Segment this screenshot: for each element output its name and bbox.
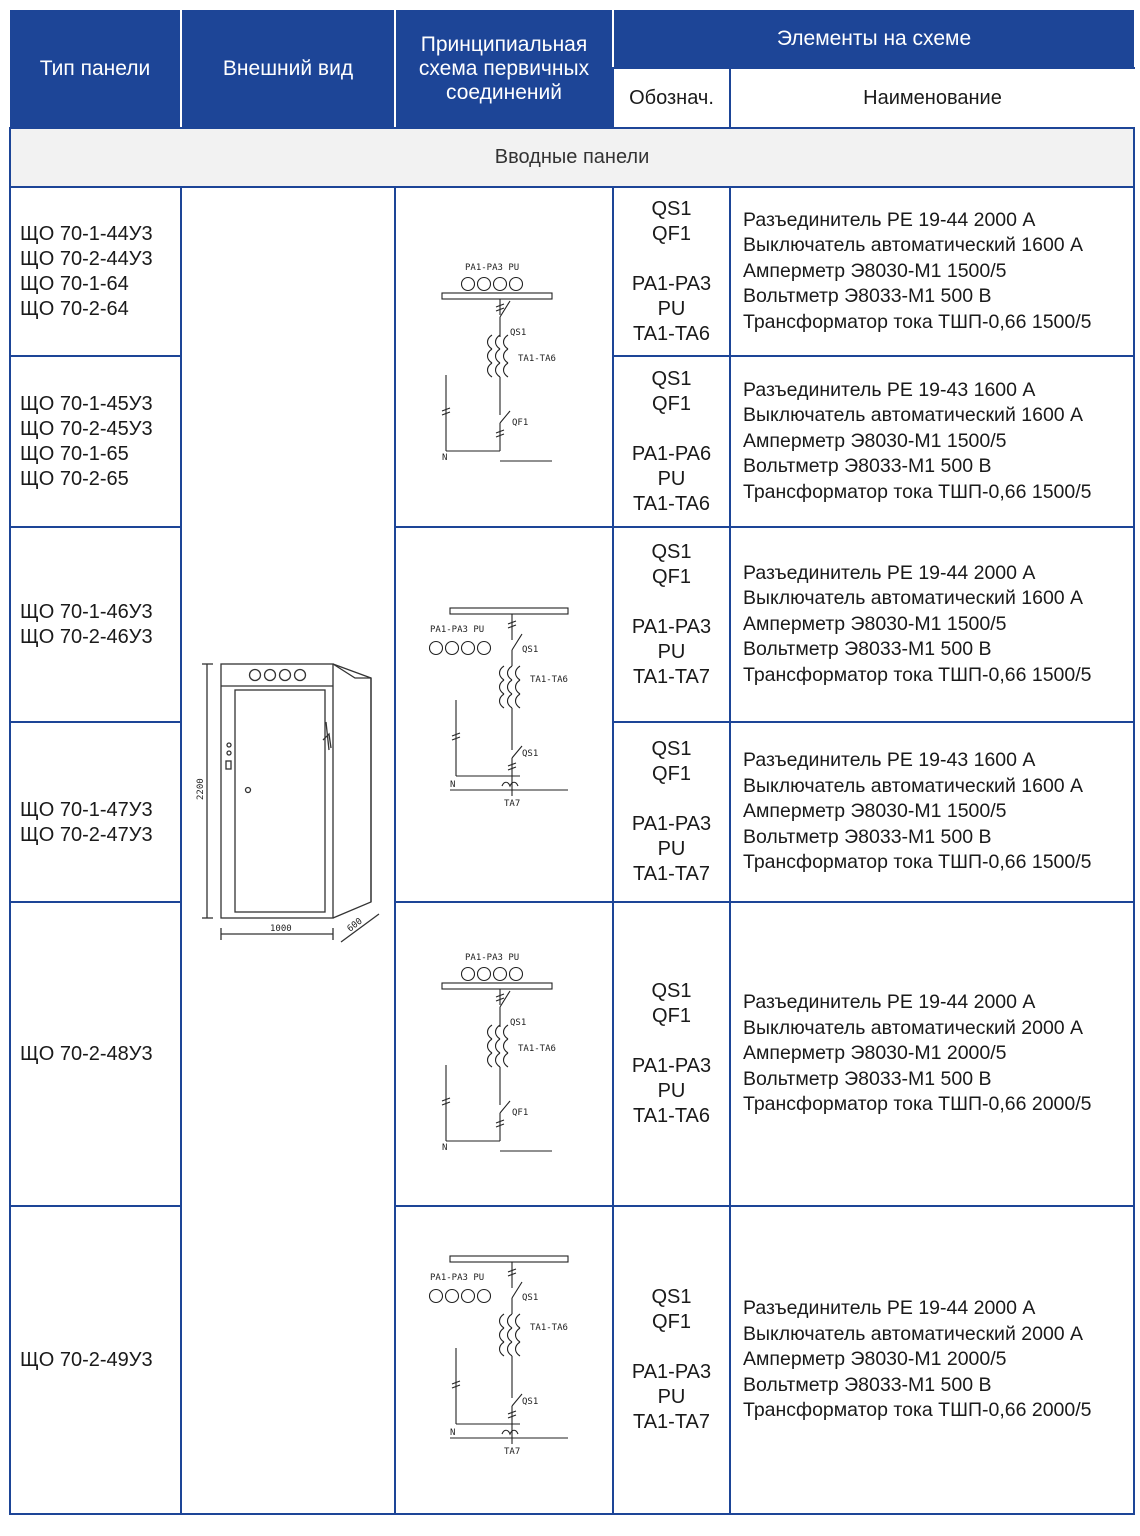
- element-name: Трансформатор тока ТШП-0,66 1500/5: [743, 310, 1092, 333]
- element-name: Выключатель автоматический 2000 А: [743, 1322, 1084, 1345]
- panel-type: ЩО 70-1-45У3: [20, 392, 153, 415]
- code: PU: [657, 1080, 686, 1102]
- panel-type: ЩО 70-1-46У3: [20, 600, 153, 623]
- scheme-n-label: N: [442, 1143, 448, 1153]
- code: PU: [657, 467, 686, 490]
- element-name: Вольтметр Э8033-М1 500 В: [743, 1067, 992, 1090]
- panel-type: ЩО 70-2-47У3: [20, 824, 153, 846]
- dim-height: 2200: [196, 778, 206, 800]
- scheme-qs-label: QS1: [522, 645, 539, 655]
- code: QF1: [652, 566, 691, 588]
- code: QF1: [652, 222, 691, 245]
- header-name-label: Наименование: [863, 86, 1002, 109]
- code: TA1-TA7: [632, 1411, 711, 1433]
- scheme-ta-label: TA1-TA6: [518, 354, 556, 364]
- panel-type: ЩО 70-2-48У3: [20, 1042, 153, 1065]
- element-name: Разъединитель РЕ 19-44 2000 А: [743, 991, 1036, 1014]
- code: QF1: [652, 763, 691, 785]
- element-name: Выключатель автоматический 2000 А: [743, 1016, 1084, 1039]
- code: PA1-PA3: [631, 813, 712, 835]
- scheme-qs2-label: QS1: [522, 1397, 539, 1407]
- code: PU: [657, 641, 686, 663]
- element-name: Вольтметр Э8033-М1 500 В: [743, 1373, 992, 1396]
- code: PA1-PA3: [631, 616, 712, 638]
- panel-type: ЩО 70-2-65: [20, 467, 129, 490]
- header-scheme-label: Принципиальная схема первичных соединений: [418, 32, 590, 104]
- scheme-ta-label: TA1-TA6: [530, 675, 568, 685]
- scheme-ta-label: TA1-TA6: [518, 1044, 556, 1054]
- panel-type: ЩО 70-2-45У3: [20, 417, 153, 440]
- scheme-qf-label: QF1: [512, 1108, 529, 1118]
- row-codes: [614, 188, 729, 355]
- code: PU: [657, 838, 686, 860]
- element-name: Вольтметр Э8033-М1 500 В: [743, 638, 992, 661]
- panel-type: ЩО 70-1-47У3: [20, 799, 153, 821]
- element-name: Амперметр Э8030-М1 1500/5: [743, 612, 1007, 635]
- row-names: [743, 357, 1092, 526]
- row-codes: [614, 723, 729, 901]
- scheme-diagram: [420, 1248, 580, 1463]
- row-types: [20, 188, 153, 355]
- code: TA1-TA6: [632, 1105, 711, 1127]
- row-types: [20, 903, 153, 1205]
- scheme-diagram: [430, 255, 570, 470]
- element-name: Вольтметр Э8033-М1 500 В: [743, 285, 992, 308]
- code: QS1: [651, 367, 692, 390]
- element-name: Разъединитель РЕ 19-44 2000 А: [743, 208, 1036, 231]
- panel-type: ЩО 70-1-44У3: [20, 222, 153, 245]
- code: QS1: [651, 738, 692, 760]
- code: PA1-PA6: [631, 442, 712, 465]
- scheme-ta-label: TA1-TA6: [530, 1323, 568, 1333]
- code: PA1-PA3: [631, 1055, 712, 1077]
- panel-type: ЩО 70-2-49У3: [20, 1348, 153, 1371]
- scheme-ta7-label: TA7: [504, 1447, 521, 1457]
- scheme-meters-label: PA1-PA3 PU: [430, 1273, 485, 1283]
- row-names: [743, 528, 1092, 721]
- code: QF1: [652, 1311, 691, 1333]
- row-types: [20, 357, 153, 526]
- header-scheme: [396, 10, 612, 127]
- code: PU: [657, 1386, 686, 1408]
- section-title: [10, 129, 1134, 186]
- code: QS1: [651, 541, 692, 563]
- code: TA1-TA6: [632, 322, 711, 345]
- code: TA1-TA7: [632, 666, 711, 688]
- scheme-n-label: N: [442, 453, 448, 463]
- element-name: Выключатель автоматический 1600 А: [743, 404, 1084, 427]
- scheme-n-label: N: [450, 1428, 456, 1438]
- row-codes: [614, 357, 729, 526]
- header-type-label: Тип панели: [39, 56, 151, 80]
- row-codes: [614, 903, 729, 1205]
- header-elements: [614, 10, 1134, 67]
- element-name: Амперметр Э8030-М1 1500/5: [743, 259, 1007, 282]
- element-name: Разъединитель РЕ 19-43 1600 А: [743, 378, 1036, 401]
- element-name: Вольтметр Э8033-М1 500 В: [743, 825, 992, 848]
- scheme-n-label: N: [450, 780, 456, 790]
- code: TA1-TA7: [632, 863, 711, 885]
- header-type: [10, 10, 180, 127]
- element-name: Разъединитель РЕ 19-44 2000 А: [743, 1297, 1036, 1320]
- header-code: [614, 69, 729, 127]
- code: QS1: [651, 980, 692, 1002]
- code: QS1: [651, 197, 692, 220]
- scheme-qf-label: QF1: [512, 418, 529, 428]
- code: QF1: [652, 392, 691, 415]
- element-name: Амперметр Э8030-М1 2000/5: [743, 1042, 1007, 1065]
- code: TA1-TA6: [632, 492, 711, 515]
- row-types: [20, 1207, 153, 1513]
- code: PA1-PA3: [631, 1361, 712, 1383]
- element-name: Трансформатор тока ТШП-0,66 1500/5: [743, 480, 1092, 503]
- row-types: [20, 723, 153, 923]
- scheme-qs-label: QS1: [510, 328, 527, 338]
- dim-width: 1000: [270, 924, 292, 934]
- element-name: Трансформатор тока ТШП-0,66 2000/5: [743, 1093, 1092, 1116]
- row-names: [743, 903, 1092, 1205]
- row-codes: [614, 1207, 729, 1513]
- panel-type: ЩО 70-2-46У3: [20, 625, 153, 648]
- row-names: [743, 723, 1092, 901]
- row-codes: [614, 528, 729, 702]
- element-name: Амперметр Э8030-М1 1500/5: [743, 429, 1007, 452]
- element-name: Трансформатор тока ТШП-0,66 1500/5: [743, 663, 1092, 686]
- scheme-diagram: [420, 600, 580, 815]
- panel-type: ЩО 70-1-64: [20, 272, 129, 295]
- scheme-ta7-label: TA7: [504, 799, 521, 809]
- code: QS1: [651, 1286, 692, 1308]
- code: PU: [657, 297, 686, 320]
- element-name: Трансформатор тока ТШП-0,66 2000/5: [743, 1399, 1092, 1422]
- element-name: Трансформатор тока ТШП-0,66 1500/5: [743, 851, 1092, 874]
- header-view: [182, 10, 394, 127]
- panel-type: ЩО 70-1-65: [20, 442, 129, 465]
- scheme-diagram: [430, 945, 570, 1160]
- element-name: Разъединитель РЕ 19-43 1600 А: [743, 749, 1036, 772]
- header-elements-label: Элементы на схеме: [776, 26, 972, 50]
- scheme-meters-label: PA1-PA3 PU: [465, 263, 520, 273]
- header-view-label: Внешний вид: [222, 56, 354, 80]
- element-name: Выключатель автоматический 1600 А: [743, 234, 1084, 257]
- element-name: Вольтметр Э8033-М1 500 В: [743, 455, 992, 478]
- scheme-qs-label: QS1: [522, 1293, 539, 1303]
- row-names: [743, 1207, 1092, 1513]
- header-code-label: Обознач.: [629, 86, 714, 109]
- panel-type: ЩО 70-2-44У3: [20, 247, 153, 270]
- scheme-qs-label: QS1: [510, 1018, 527, 1028]
- row-names: [743, 188, 1092, 355]
- element-name: Амперметр Э8030-М1 2000/5: [743, 1348, 1007, 1371]
- header-name: [731, 69, 1134, 127]
- panel-external-view: [195, 650, 390, 945]
- element-name: Выключатель автоматический 1600 А: [743, 587, 1084, 610]
- element-name: Амперметр Э8030-М1 1500/5: [743, 800, 1007, 823]
- element-name: Разъединитель РЕ 19-44 2000 А: [743, 561, 1036, 584]
- dim-depth: 600: [345, 916, 365, 935]
- scheme-meters-label: PA1-PA3 PU: [430, 625, 485, 635]
- element-name: Выключатель автоматический 1600 А: [743, 774, 1084, 797]
- section-title-label: Вводные панели: [494, 146, 650, 168]
- panel-type: ЩО 70-2-64: [20, 297, 129, 320]
- scheme-qs2-label: QS1: [522, 749, 539, 759]
- code: PA1-PA3: [631, 272, 712, 295]
- row-types: [20, 528, 153, 721]
- code: QF1: [652, 1005, 691, 1027]
- scheme-meters-label: PA1-PA3 PU: [465, 953, 520, 963]
